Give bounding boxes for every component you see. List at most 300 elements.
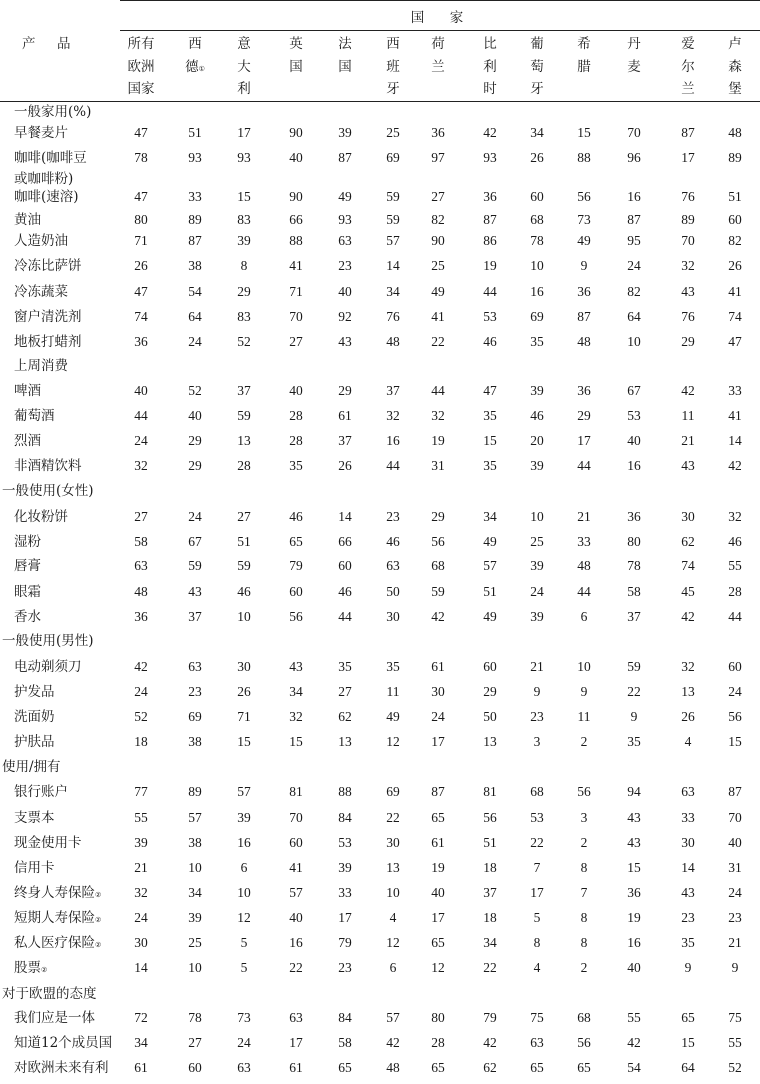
- table-cell: 42: [728, 458, 742, 473]
- country-header-char: 比: [483, 36, 497, 52]
- table-cell: 41: [728, 408, 742, 423]
- table-cell: 57: [188, 810, 202, 825]
- table-cell: 77: [134, 784, 148, 799]
- table-cell: 39: [338, 860, 352, 875]
- table-cell: 46: [483, 334, 497, 349]
- table-cell: 40: [289, 910, 303, 925]
- country-group-label: 国 家: [410, 10, 470, 26]
- table-cell: 72: [134, 1010, 148, 1025]
- table-cell: 29: [237, 284, 251, 299]
- table-cell: 18: [483, 860, 497, 875]
- row-label: 短期人寿保险②: [14, 910, 102, 926]
- country-header-char: 麦: [627, 58, 641, 75]
- table-cell: 7: [580, 885, 588, 900]
- table-cell: 21: [530, 659, 544, 674]
- table-cell: 47: [728, 334, 742, 349]
- table-cell: 4: [389, 910, 397, 925]
- country-header-char: 利: [237, 81, 251, 97]
- table-cell: 47: [134, 284, 148, 299]
- table-cell: 24: [627, 258, 641, 273]
- row-label: 化妆粉饼: [14, 509, 68, 525]
- table-cell: 71: [289, 284, 303, 299]
- table-cell: 63: [338, 233, 352, 248]
- footnote-marker: ②: [95, 941, 102, 949]
- table-cell: 30: [237, 659, 251, 674]
- table-cell: 25: [386, 125, 400, 140]
- table-cell: 34: [188, 885, 202, 900]
- row-label: 知道12个成员国: [14, 1035, 113, 1051]
- table-cell: 96: [627, 150, 641, 165]
- row-label: 葡萄酒: [14, 408, 55, 424]
- table-cell: 15: [577, 125, 591, 140]
- table-cell: 37: [237, 383, 251, 398]
- country-header-char: 法: [338, 36, 352, 52]
- table-cell: 47: [483, 383, 497, 398]
- table-cell: 63: [681, 784, 695, 799]
- table-cell: 65: [530, 1060, 544, 1075]
- table-cell: 53: [483, 309, 497, 324]
- table-cell: 19: [483, 258, 497, 273]
- table-cell: 43: [681, 458, 695, 473]
- table-cell: 33: [728, 383, 742, 398]
- table-cell: 63: [530, 1035, 544, 1050]
- top-rule: [120, 0, 760, 1]
- table-cell: 40: [188, 408, 202, 423]
- table-cell: 55: [728, 558, 742, 573]
- table-cell: 41: [728, 284, 742, 299]
- table-cell: 35: [483, 458, 497, 473]
- table-cell: 68: [431, 558, 445, 573]
- country-header-char: 牙: [530, 81, 544, 97]
- table-cell: 63: [188, 659, 202, 674]
- table-cell: 68: [530, 784, 544, 799]
- footnote-marker: ②: [95, 891, 102, 899]
- table-cell: 15: [681, 1035, 695, 1050]
- table-cell: 61: [431, 835, 445, 850]
- table-cell: 44: [386, 458, 400, 473]
- table-cell: 18: [134, 734, 148, 749]
- table-cell: 14: [728, 433, 742, 448]
- table-cell: 38: [188, 835, 202, 850]
- table-cell: 67: [627, 383, 641, 398]
- country-header-char: 丹: [627, 36, 641, 52]
- table-cell: 49: [386, 709, 400, 724]
- table-cell: 31: [728, 860, 742, 875]
- table-cell: 89: [188, 784, 202, 799]
- table-cell: 49: [338, 189, 352, 204]
- table-cell: 37: [627, 609, 641, 624]
- table-cell: 23: [386, 509, 400, 524]
- table-cell: 47: [134, 125, 148, 140]
- table-cell: 76: [681, 309, 695, 324]
- country-header-char: 班: [386, 58, 400, 75]
- table-cell: 35: [289, 458, 303, 473]
- section-heading: 一般使用(男性): [2, 633, 94, 649]
- table-cell: 10: [530, 509, 544, 524]
- table-cell: 36: [627, 885, 641, 900]
- table-cell: 17: [431, 910, 445, 925]
- table-cell: 32: [728, 509, 742, 524]
- table-cell: 20: [530, 433, 544, 448]
- row-label: 眼霜: [14, 584, 41, 600]
- table-cell: 78: [627, 558, 641, 573]
- table-cell: 29: [483, 684, 497, 699]
- table-cell: 87: [431, 784, 445, 799]
- table-cell: 59: [431, 584, 445, 599]
- table-cell: 44: [134, 408, 148, 423]
- table-cell: 51: [483, 584, 497, 599]
- table-cell: 35: [483, 408, 497, 423]
- table-cell: 36: [134, 609, 148, 624]
- row-label: 咖啡(速溶): [14, 189, 79, 205]
- country-header-char: 西: [188, 36, 202, 52]
- table-cell: 28: [431, 1035, 445, 1050]
- table-cell: 82: [431, 212, 445, 227]
- table-cell: 30: [386, 609, 400, 624]
- table-cell: 16: [530, 284, 544, 299]
- row-label: 支票本: [14, 810, 55, 826]
- table-cell: 70: [681, 233, 695, 248]
- table-cell: 35: [627, 734, 641, 749]
- table-cell: 33: [188, 189, 202, 204]
- table-cell: 42: [681, 609, 695, 624]
- row-label-continued: 或咖啡粉): [14, 171, 74, 187]
- table-cell: 40: [289, 150, 303, 165]
- table-cell: 9: [731, 960, 739, 975]
- country-column-header: [214, 36, 274, 104]
- table-cell: 57: [483, 558, 497, 573]
- table-cell: 29: [431, 509, 445, 524]
- table-cell: 36: [134, 334, 148, 349]
- group-rule: [120, 30, 760, 31]
- table-cell: 88: [338, 784, 352, 799]
- table-cell: 80: [134, 212, 148, 227]
- table-cell: 37: [338, 433, 352, 448]
- table-cell: 79: [483, 1010, 497, 1025]
- table-cell: 29: [338, 383, 352, 398]
- table-cell: 27: [431, 189, 445, 204]
- table-cell: 69: [386, 784, 400, 799]
- table-cell: 22: [289, 960, 303, 975]
- section-heading: 使用/拥有: [2, 759, 61, 775]
- table-cell: 60: [289, 835, 303, 850]
- table-cell: 61: [134, 1060, 148, 1075]
- table-cell: 37: [483, 885, 497, 900]
- table-cell: 52: [237, 334, 251, 349]
- table-cell: 44: [431, 383, 445, 398]
- table-cell: 93: [338, 212, 352, 227]
- table-cell: 65: [431, 935, 445, 950]
- table-cell: 82: [728, 233, 742, 248]
- table-cell: 9: [630, 709, 638, 724]
- footnote-marker: ①: [198, 64, 205, 73]
- table-cell: 79: [338, 935, 352, 950]
- table-cell: 29: [188, 433, 202, 448]
- table-cell: 83: [237, 309, 251, 324]
- table-cell: 90: [289, 189, 303, 204]
- table-cell: 28: [289, 408, 303, 423]
- table-cell: 71: [134, 233, 148, 248]
- table-cell: 8: [240, 258, 248, 273]
- table-cell: 49: [483, 534, 497, 549]
- table-cell: 83: [237, 212, 251, 227]
- table-cell: 66: [289, 212, 303, 227]
- table-cell: 81: [483, 784, 497, 799]
- table-cell: 9: [533, 684, 541, 699]
- row-label: 信用卡: [14, 860, 55, 876]
- table-cell: 16: [289, 935, 303, 950]
- product-column-header: 产 品: [22, 36, 75, 52]
- table-cell: 90: [431, 233, 445, 248]
- table-cell: 57: [386, 1010, 400, 1025]
- table-cell: 50: [483, 709, 497, 724]
- table-cell: 79: [289, 558, 303, 573]
- country-header-char: 希: [577, 36, 591, 52]
- table-cell: 63: [237, 1060, 251, 1075]
- table-cell: 17: [577, 433, 591, 448]
- section-heading: 一般家用(%): [14, 104, 92, 120]
- table-cell: 2: [580, 734, 588, 749]
- table-cell: 43: [681, 284, 695, 299]
- table-cell: 74: [728, 309, 742, 324]
- table-cell: 15: [289, 734, 303, 749]
- table-cell: 8: [580, 910, 588, 925]
- table-cell: 76: [386, 309, 400, 324]
- table-cell: 34: [386, 284, 400, 299]
- footnote-marker: ②: [41, 966, 48, 974]
- table-cell: 63: [289, 1010, 303, 1025]
- country-header-char: 兰: [681, 81, 695, 97]
- table-cell: 35: [386, 659, 400, 674]
- table-cell: 4: [533, 960, 541, 975]
- table-cell: 39: [530, 558, 544, 573]
- table-cell: 51: [728, 189, 742, 204]
- table-cell: 57: [289, 885, 303, 900]
- table-cell: 8: [580, 860, 588, 875]
- table-cell: 51: [188, 125, 202, 140]
- table-cell: 75: [728, 1010, 742, 1025]
- row-label: 烈酒: [14, 433, 41, 449]
- row-label: 我们应是一体: [14, 1010, 95, 1026]
- table-cell: 32: [431, 408, 445, 423]
- table-cell: 44: [728, 609, 742, 624]
- table-cell: 21: [577, 509, 591, 524]
- table-cell: 40: [627, 960, 641, 975]
- table-cell: 48: [577, 334, 591, 349]
- table-cell: 46: [386, 534, 400, 549]
- table-cell: 25: [530, 534, 544, 549]
- table-cell: 41: [431, 309, 445, 324]
- table-cell: 75: [530, 1010, 544, 1025]
- table-cell: 94: [627, 784, 641, 799]
- table-cell: 90: [289, 125, 303, 140]
- table-cell: 6: [240, 860, 248, 875]
- table-cell: 69: [386, 150, 400, 165]
- table-cell: 10: [577, 659, 591, 674]
- table-cell: 65: [338, 1060, 352, 1075]
- table-cell: 93: [188, 150, 202, 165]
- table-cell: 49: [483, 609, 497, 624]
- table-cell: 65: [289, 534, 303, 549]
- table-cell: 80: [627, 534, 641, 549]
- table-cell: 46: [530, 408, 544, 423]
- table-cell: 16: [627, 458, 641, 473]
- table-cell: 23: [188, 684, 202, 699]
- table-cell: 15: [483, 433, 497, 448]
- table-cell: 69: [530, 309, 544, 324]
- table-cell: 73: [237, 1010, 251, 1025]
- table-cell: 71: [237, 709, 251, 724]
- table-cell: 92: [338, 309, 352, 324]
- table-cell: 33: [338, 885, 352, 900]
- table-cell: 55: [627, 1010, 641, 1025]
- table-cell: 53: [627, 408, 641, 423]
- table-cell: 5: [533, 910, 541, 925]
- table-cell: 42: [483, 125, 497, 140]
- table-cell: 87: [728, 784, 742, 799]
- country-header-char: 牙: [386, 81, 400, 97]
- table-cell: 36: [431, 125, 445, 140]
- table-cell: 3: [580, 810, 588, 825]
- country-header-char: 大: [237, 58, 251, 75]
- row-label: 电动剃须刀: [14, 659, 82, 675]
- table-cell: 57: [237, 784, 251, 799]
- table-cell: 78: [530, 233, 544, 248]
- table-cell: 30: [386, 835, 400, 850]
- table-cell: 23: [530, 709, 544, 724]
- table-cell: 9: [580, 258, 588, 273]
- row-label: 啤酒: [14, 383, 41, 399]
- table-cell: 86: [483, 233, 497, 248]
- table-cell: 24: [728, 684, 742, 699]
- table-cell: 21: [728, 935, 742, 950]
- table-cell: 43: [627, 810, 641, 825]
- table-cell: 13: [483, 734, 497, 749]
- country-header-char: 国家: [127, 81, 155, 97]
- table-cell: 49: [431, 284, 445, 299]
- table-cell: 82: [627, 284, 641, 299]
- table-cell: 11: [386, 684, 400, 699]
- table-cell: 22: [483, 960, 497, 975]
- table-cell: 4: [684, 734, 692, 749]
- table-cell: 12: [237, 910, 251, 925]
- table-cell: 43: [627, 835, 641, 850]
- table-cell: 89: [188, 212, 202, 227]
- table-cell: 22: [386, 810, 400, 825]
- table-cell: 7: [533, 860, 541, 875]
- row-label: 地板打蜡剂: [14, 334, 82, 350]
- table-cell: 11: [681, 408, 695, 423]
- table-cell: 56: [577, 1035, 591, 1050]
- table-cell: 80: [431, 1010, 445, 1025]
- table-cell: 17: [681, 150, 695, 165]
- table-cell: 42: [134, 659, 148, 674]
- row-label: 咖啡(咖啡豆: [14, 150, 87, 166]
- table-cell: 2: [580, 960, 588, 975]
- table-cell: 10: [627, 334, 641, 349]
- country-header-char: 英: [289, 36, 303, 52]
- table-cell: 93: [483, 150, 497, 165]
- row-label: 窗户清洗剂: [14, 309, 82, 325]
- table-cell: 52: [728, 1060, 742, 1075]
- table-cell: 34: [134, 1035, 148, 1050]
- table-cell: 33: [681, 810, 695, 825]
- table-cell: 10: [386, 885, 400, 900]
- row-label: 早餐麦片: [14, 125, 68, 141]
- table-cell: 89: [728, 150, 742, 165]
- table-cell: 59: [237, 558, 251, 573]
- table-cell: 27: [188, 1035, 202, 1050]
- table-cell: 70: [728, 810, 742, 825]
- country-header-char: 时: [483, 81, 497, 97]
- table-cell: 48: [386, 334, 400, 349]
- table-cell: 24: [134, 433, 148, 448]
- table-cell: 10: [237, 609, 251, 624]
- table-cell: 40: [134, 383, 148, 398]
- table-cell: 29: [188, 458, 202, 473]
- table-cell: 87: [338, 150, 352, 165]
- table-cell: 65: [681, 1010, 695, 1025]
- country-header-char: 国: [338, 58, 352, 75]
- table-cell: 23: [338, 258, 352, 273]
- table-cell: 41: [289, 860, 303, 875]
- table-cell: 87: [188, 233, 202, 248]
- table-cell: 65: [431, 810, 445, 825]
- table-cell: 32: [289, 709, 303, 724]
- table-cell: 84: [338, 1010, 352, 1025]
- table-cell: 21: [134, 860, 148, 875]
- table-cell: 42: [627, 1035, 641, 1050]
- table-cell: 12: [386, 734, 400, 749]
- table-cell: 51: [483, 835, 497, 850]
- section-heading: 一般使用(女性): [2, 483, 94, 499]
- table-cell: 29: [577, 408, 591, 423]
- table-cell: 34: [483, 935, 497, 950]
- table-cell: 19: [627, 910, 641, 925]
- table-cell: 22: [627, 684, 641, 699]
- table-cell: 46: [289, 509, 303, 524]
- table-cell: 76: [681, 189, 695, 204]
- table-cell: 8: [580, 935, 588, 950]
- table-cell: 16: [627, 935, 641, 950]
- row-label: 对欧洲未来有利: [14, 1060, 109, 1076]
- table-cell: 52: [188, 383, 202, 398]
- table-cell: 17: [338, 910, 352, 925]
- table-cell: 44: [577, 584, 591, 599]
- country-column-header: [604, 36, 664, 81]
- table-cell: 13: [237, 433, 251, 448]
- table-cell: 40: [728, 835, 742, 850]
- table-cell: 60: [728, 212, 742, 227]
- country-header-char: 利: [483, 58, 497, 75]
- section-heading: 上周消费: [14, 358, 68, 374]
- table-cell: 66: [338, 534, 352, 549]
- table-cell: 44: [577, 458, 591, 473]
- table-cell: 40: [289, 383, 303, 398]
- table-cell: 58: [134, 534, 148, 549]
- table-cell: 59: [627, 659, 641, 674]
- table-cell: 38: [188, 258, 202, 273]
- table-cell: 22: [530, 835, 544, 850]
- table-cell: 16: [237, 835, 251, 850]
- table-cell: 17: [431, 734, 445, 749]
- table-cell: 93: [237, 150, 251, 165]
- table-cell: 59: [386, 212, 400, 227]
- table-cell: 70: [627, 125, 641, 140]
- table-cell: 59: [237, 408, 251, 423]
- table-cell: 27: [289, 334, 303, 349]
- country-header-char: 卢: [728, 36, 742, 52]
